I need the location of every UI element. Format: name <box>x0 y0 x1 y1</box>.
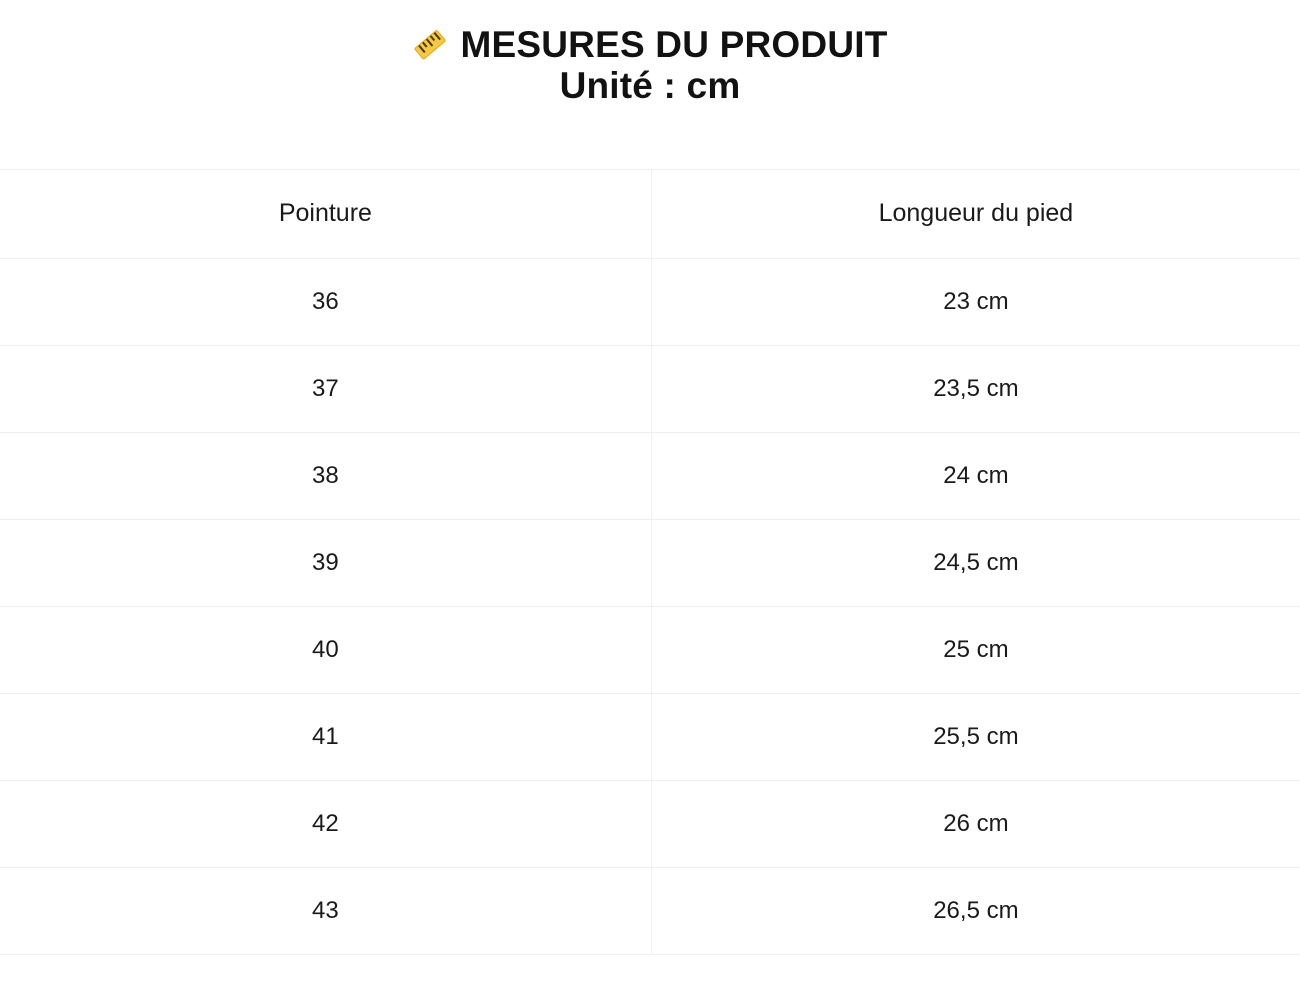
table-row <box>0 606 1300 693</box>
table-header-row <box>0 169 1300 258</box>
table-header <box>0 169 1300 258</box>
table-row <box>0 780 1300 867</box>
cell-size: 42 <box>0 780 651 867</box>
cell-foot-length: 23 cm <box>651 258 1300 345</box>
table-row <box>0 693 1300 780</box>
table-row <box>0 258 1300 345</box>
table-row <box>0 519 1300 606</box>
cell-foot-length: 23,5 cm <box>651 345 1300 432</box>
column-header-size: Pointure <box>0 169 651 258</box>
page-title-block <box>0 0 1300 107</box>
table-row <box>0 432 1300 519</box>
cell-size: 39 <box>0 519 651 606</box>
ruler-icon <box>406 21 454 69</box>
column-header-foot-length: Longueur du pied <box>651 169 1300 258</box>
cell-foot-length: 25 cm <box>651 606 1300 693</box>
cell-size: 37 <box>0 345 651 432</box>
measurements-table <box>0 169 1300 955</box>
table-row <box>0 345 1300 432</box>
cell-foot-length: 25,5 cm <box>651 693 1300 780</box>
cell-foot-length: 24 cm <box>651 432 1300 519</box>
table-row <box>0 867 1300 954</box>
page-title-text: MESURES DU PRODUIT <box>460 24 888 65</box>
cell-size: 36 <box>0 258 651 345</box>
measurements-table-wrapper <box>0 169 1300 955</box>
table-body <box>0 258 1300 954</box>
cell-size: 43 <box>0 867 651 954</box>
cell-foot-length: 26,5 cm <box>651 867 1300 954</box>
cell-size: 40 <box>0 606 651 693</box>
page-title <box>0 24 1300 65</box>
cell-foot-length: 24,5 cm <box>651 519 1300 606</box>
cell-foot-length: 26 cm <box>651 780 1300 867</box>
cell-size: 38 <box>0 432 651 519</box>
cell-size: 41 <box>0 693 651 780</box>
page-subtitle: Unité : cm <box>559 65 741 107</box>
